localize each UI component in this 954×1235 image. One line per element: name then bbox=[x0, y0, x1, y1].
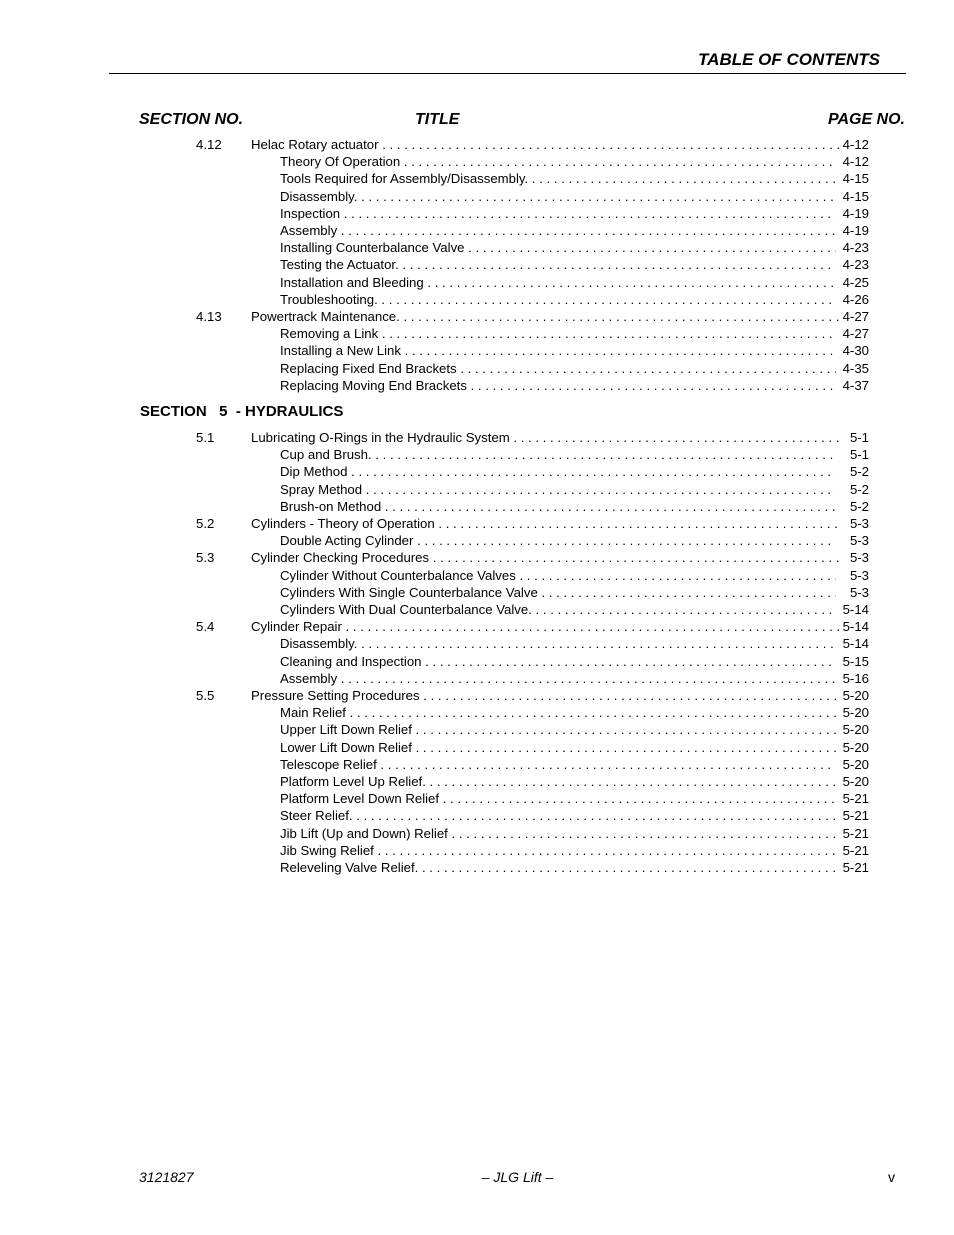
toc-entry-number: 5.5 bbox=[196, 688, 215, 703]
section-heading: SECTION 5 - HYDRAULICS bbox=[140, 403, 344, 420]
toc-entry-page: 5-20 bbox=[842, 739, 869, 755]
toc-entry-title: Cylinder Repair . . . bbox=[251, 618, 841, 635]
toc-entry[interactable] bbox=[0, 601, 954, 618]
toc-entry[interactable] bbox=[0, 842, 954, 859]
toc-entry-page: 5-1 bbox=[849, 430, 869, 445]
toc-entry-page: 5-21 bbox=[842, 825, 869, 841]
toc-entry-title: Cylinders With Single Counterbalance Valve . . . bbox=[280, 584, 836, 601]
toc-entry-title: Troubleshooting. . . . bbox=[280, 291, 836, 308]
header-rule bbox=[109, 73, 906, 74]
toc-entry[interactable] bbox=[0, 170, 954, 187]
toc-entry[interactable] bbox=[0, 532, 954, 549]
toc-entry[interactable] bbox=[0, 549, 954, 566]
toc-entry-page: 5-21 bbox=[842, 808, 869, 824]
toc-entry-title: Helac Rotary actuator . . . bbox=[251, 136, 841, 153]
toc-entry-number: 5.4 bbox=[196, 619, 215, 635]
toc-entry-title: Installing a New Link . . . bbox=[280, 342, 836, 359]
toc-entry-title: Replacing Moving End Brackets . . . bbox=[280, 377, 836, 394]
toc-entry-title: Assembly . . . bbox=[280, 222, 836, 239]
header-title: TABLE OF CONTENTS bbox=[698, 50, 880, 69]
footer-center: – JLG Lift – bbox=[481, 1169, 554, 1185]
toc-entry[interactable] bbox=[0, 360, 954, 377]
toc-entry-page: 5-3 bbox=[849, 533, 869, 549]
toc-entry-title: Cup and Brush. . . . bbox=[280, 446, 836, 463]
footer-doc-number: 3121827 bbox=[139, 1169, 194, 1185]
toc-entry-page: 5-20 bbox=[842, 722, 869, 738]
toc-entry-page: 5-15 bbox=[842, 653, 869, 669]
toc-entry[interactable] bbox=[0, 756, 954, 773]
toc-entry-number: 4.12 bbox=[196, 137, 222, 152]
toc-entry-page: 4-19 bbox=[842, 205, 869, 221]
toc-entry-title: Platform Level Up Relief. . . . bbox=[280, 773, 836, 790]
toc-entry-number: 5.2 bbox=[196, 516, 215, 531]
toc-entry-page: 5-20 bbox=[842, 688, 869, 703]
toc-entry-page: 4-23 bbox=[842, 240, 869, 256]
toc-entry[interactable] bbox=[0, 291, 954, 308]
toc-entry[interactable] bbox=[0, 704, 954, 721]
toc-entry-title: Theory Of Operation . . . bbox=[280, 153, 836, 170]
toc-entry-page: 5-16 bbox=[842, 670, 869, 686]
toc-entry-page: 5-20 bbox=[842, 705, 869, 721]
toc-entry-page: 5-3 bbox=[849, 516, 869, 531]
toc-entry-page: 5-14 bbox=[842, 636, 869, 652]
toc-entry-page: 4-12 bbox=[842, 137, 869, 152]
toc-entry[interactable] bbox=[0, 188, 954, 205]
toc-entry-title: Spray Method . . . bbox=[280, 481, 836, 498]
toc-entry[interactable] bbox=[0, 325, 954, 342]
toc-entry-page: 5-14 bbox=[842, 619, 869, 635]
toc-entry[interactable] bbox=[0, 739, 954, 756]
footer-page-number: v bbox=[888, 1169, 895, 1185]
toc-entry[interactable] bbox=[0, 153, 954, 170]
toc-entry[interactable] bbox=[0, 773, 954, 790]
toc-entry-title: Removing a Link . . . bbox=[280, 325, 836, 342]
toc-entry[interactable] bbox=[0, 256, 954, 273]
toc-entry-title: Replacing Fixed End Brackets . . . bbox=[280, 360, 836, 377]
toc-entry-page: 4-15 bbox=[842, 171, 869, 187]
toc-entry[interactable] bbox=[0, 222, 954, 239]
toc-entry[interactable] bbox=[0, 498, 954, 515]
toc-entry-page: 5-3 bbox=[849, 550, 869, 566]
toc-entry-title: Pressure Setting Procedures . . . bbox=[251, 687, 841, 704]
toc-entry[interactable] bbox=[0, 653, 954, 670]
toc-entry[interactable] bbox=[0, 136, 954, 153]
toc-entry-page: 5-2 bbox=[849, 498, 869, 514]
toc-entry-title: Disassembly. . . . bbox=[280, 635, 836, 652]
toc-entry-title: Platform Level Down Relief . . . bbox=[280, 790, 836, 807]
toc-entry-title: Testing the Actuator. . . . bbox=[280, 256, 836, 273]
toc-entry-page: 5-14 bbox=[842, 602, 869, 617]
toc-entry-page: 4-27 bbox=[842, 326, 869, 342]
toc-entry[interactable] bbox=[0, 308, 954, 325]
toc-entry-page: 5-2 bbox=[849, 481, 869, 497]
toc-entry-title: Main Relief . . . bbox=[280, 704, 836, 721]
toc-entry[interactable] bbox=[0, 670, 954, 687]
toc-entry-page: 5-21 bbox=[842, 842, 869, 858]
toc-entry[interactable] bbox=[0, 618, 954, 635]
toc-entry-title: Steer Relief. . . . bbox=[280, 807, 836, 824]
column-heading-page: PAGE NO. bbox=[827, 111, 905, 128]
toc-entry-title: Double Acting Cylinder . . . bbox=[280, 532, 836, 549]
column-heading-section: SECTION NO. bbox=[139, 111, 244, 128]
toc-entry-page: 5-21 bbox=[842, 791, 869, 807]
toc-entry-title: Cylinders - Theory of Operation . . . bbox=[251, 515, 841, 532]
toc-entry-page: 4-30 bbox=[842, 343, 869, 359]
toc-entry-page: 5-20 bbox=[842, 756, 869, 772]
toc-entry[interactable] bbox=[0, 567, 954, 584]
toc-entry-title: Cylinder Checking Procedures . . . bbox=[251, 549, 841, 566]
toc-entry-title: Powertrack Maintenance. . . . bbox=[251, 308, 841, 325]
toc-entry[interactable] bbox=[0, 481, 954, 498]
toc-entry-title: Cylinder Without Counterbalance Valves . . . bbox=[280, 567, 836, 584]
toc-entry[interactable] bbox=[0, 687, 954, 704]
toc-entry[interactable] bbox=[0, 807, 954, 824]
toc-entry-page: 4-15 bbox=[842, 188, 869, 204]
toc-entry[interactable] bbox=[0, 721, 954, 738]
toc-entry[interactable] bbox=[0, 205, 954, 222]
toc-entry-page: 5-3 bbox=[849, 567, 869, 583]
toc-entry-page: 4-12 bbox=[842, 154, 869, 170]
toc-entry-title: Dip Method . . . bbox=[280, 463, 836, 480]
toc-entry-number: 4.13 bbox=[196, 309, 222, 324]
toc-entry-title: Jib Lift (Up and Down) Relief . . . bbox=[280, 825, 836, 842]
toc-entry-number: 5.1 bbox=[196, 430, 215, 445]
toc-entry[interactable] bbox=[0, 377, 954, 394]
toc-entry[interactable] bbox=[0, 584, 954, 601]
toc-entry-title: Telescope Relief . . . bbox=[280, 756, 836, 773]
toc-entry-title: Installation and Bleeding . . . bbox=[280, 274, 836, 291]
toc-entry-title: Disassembly. . . . bbox=[280, 188, 836, 205]
toc-entry[interactable] bbox=[0, 429, 954, 446]
toc-entry[interactable] bbox=[0, 446, 954, 463]
toc-entry-title: Cylinders With Dual Counterbalance Valve. . . . bbox=[280, 601, 836, 618]
toc-entry-title: Inspection . . . bbox=[280, 205, 836, 222]
toc-entry-title: Upper Lift Down Relief . . . bbox=[280, 721, 836, 738]
toc-entry[interactable] bbox=[0, 859, 954, 876]
toc-entry[interactable] bbox=[0, 342, 954, 359]
toc-entry-title: Installing Counterbalance Valve . . . bbox=[280, 239, 836, 256]
toc-entry-page: 4-37 bbox=[842, 377, 869, 393]
column-heading-title: TITLE bbox=[415, 111, 460, 128]
toc-entry-page: 4-19 bbox=[842, 223, 869, 238]
toc-entry-page: 5-20 bbox=[842, 774, 869, 789]
toc-entry[interactable] bbox=[0, 274, 954, 291]
toc-entry-title: Brush-on Method . . . bbox=[280, 498, 836, 515]
toc-entry-page: 5-2 bbox=[849, 464, 869, 480]
toc-entry[interactable] bbox=[0, 515, 954, 532]
toc-entry-title: Releveling Valve Relief. . . . bbox=[280, 859, 836, 876]
toc-entry[interactable] bbox=[0, 790, 954, 807]
toc-entry-title: Lubricating O-Rings in the Hydraulic System . . . bbox=[251, 429, 841, 446]
toc-entry-title: Tools Required for Assembly/Disassembly. . . . bbox=[280, 170, 836, 187]
toc-entry-title: Assembly . . . bbox=[280, 670, 836, 687]
toc-entry[interactable] bbox=[0, 635, 954, 652]
toc-entry[interactable] bbox=[0, 825, 954, 842]
toc-entry-page: 5-1 bbox=[849, 447, 869, 463]
toc-entry-page: 4-26 bbox=[842, 291, 869, 307]
toc-entry-title: Cleaning and Inspection . . . bbox=[280, 653, 836, 670]
toc-entry-page: 4-27 bbox=[842, 309, 869, 324]
toc-entry-title: Jib Swing Relief . . . bbox=[280, 842, 836, 859]
toc-entry[interactable] bbox=[0, 463, 954, 480]
toc-entry-page: 5-21 bbox=[842, 860, 869, 875]
toc-entry-title: Lower Lift Down Relief . . . bbox=[280, 739, 836, 756]
toc-entry[interactable] bbox=[0, 239, 954, 256]
toc-entry-page: 4-35 bbox=[842, 360, 869, 376]
toc-entry-page: 4-23 bbox=[842, 257, 869, 273]
toc-entry-number: 5.3 bbox=[196, 550, 215, 566]
toc-entry-page: 5-3 bbox=[849, 584, 869, 600]
toc-entry-page: 4-25 bbox=[842, 274, 869, 290]
